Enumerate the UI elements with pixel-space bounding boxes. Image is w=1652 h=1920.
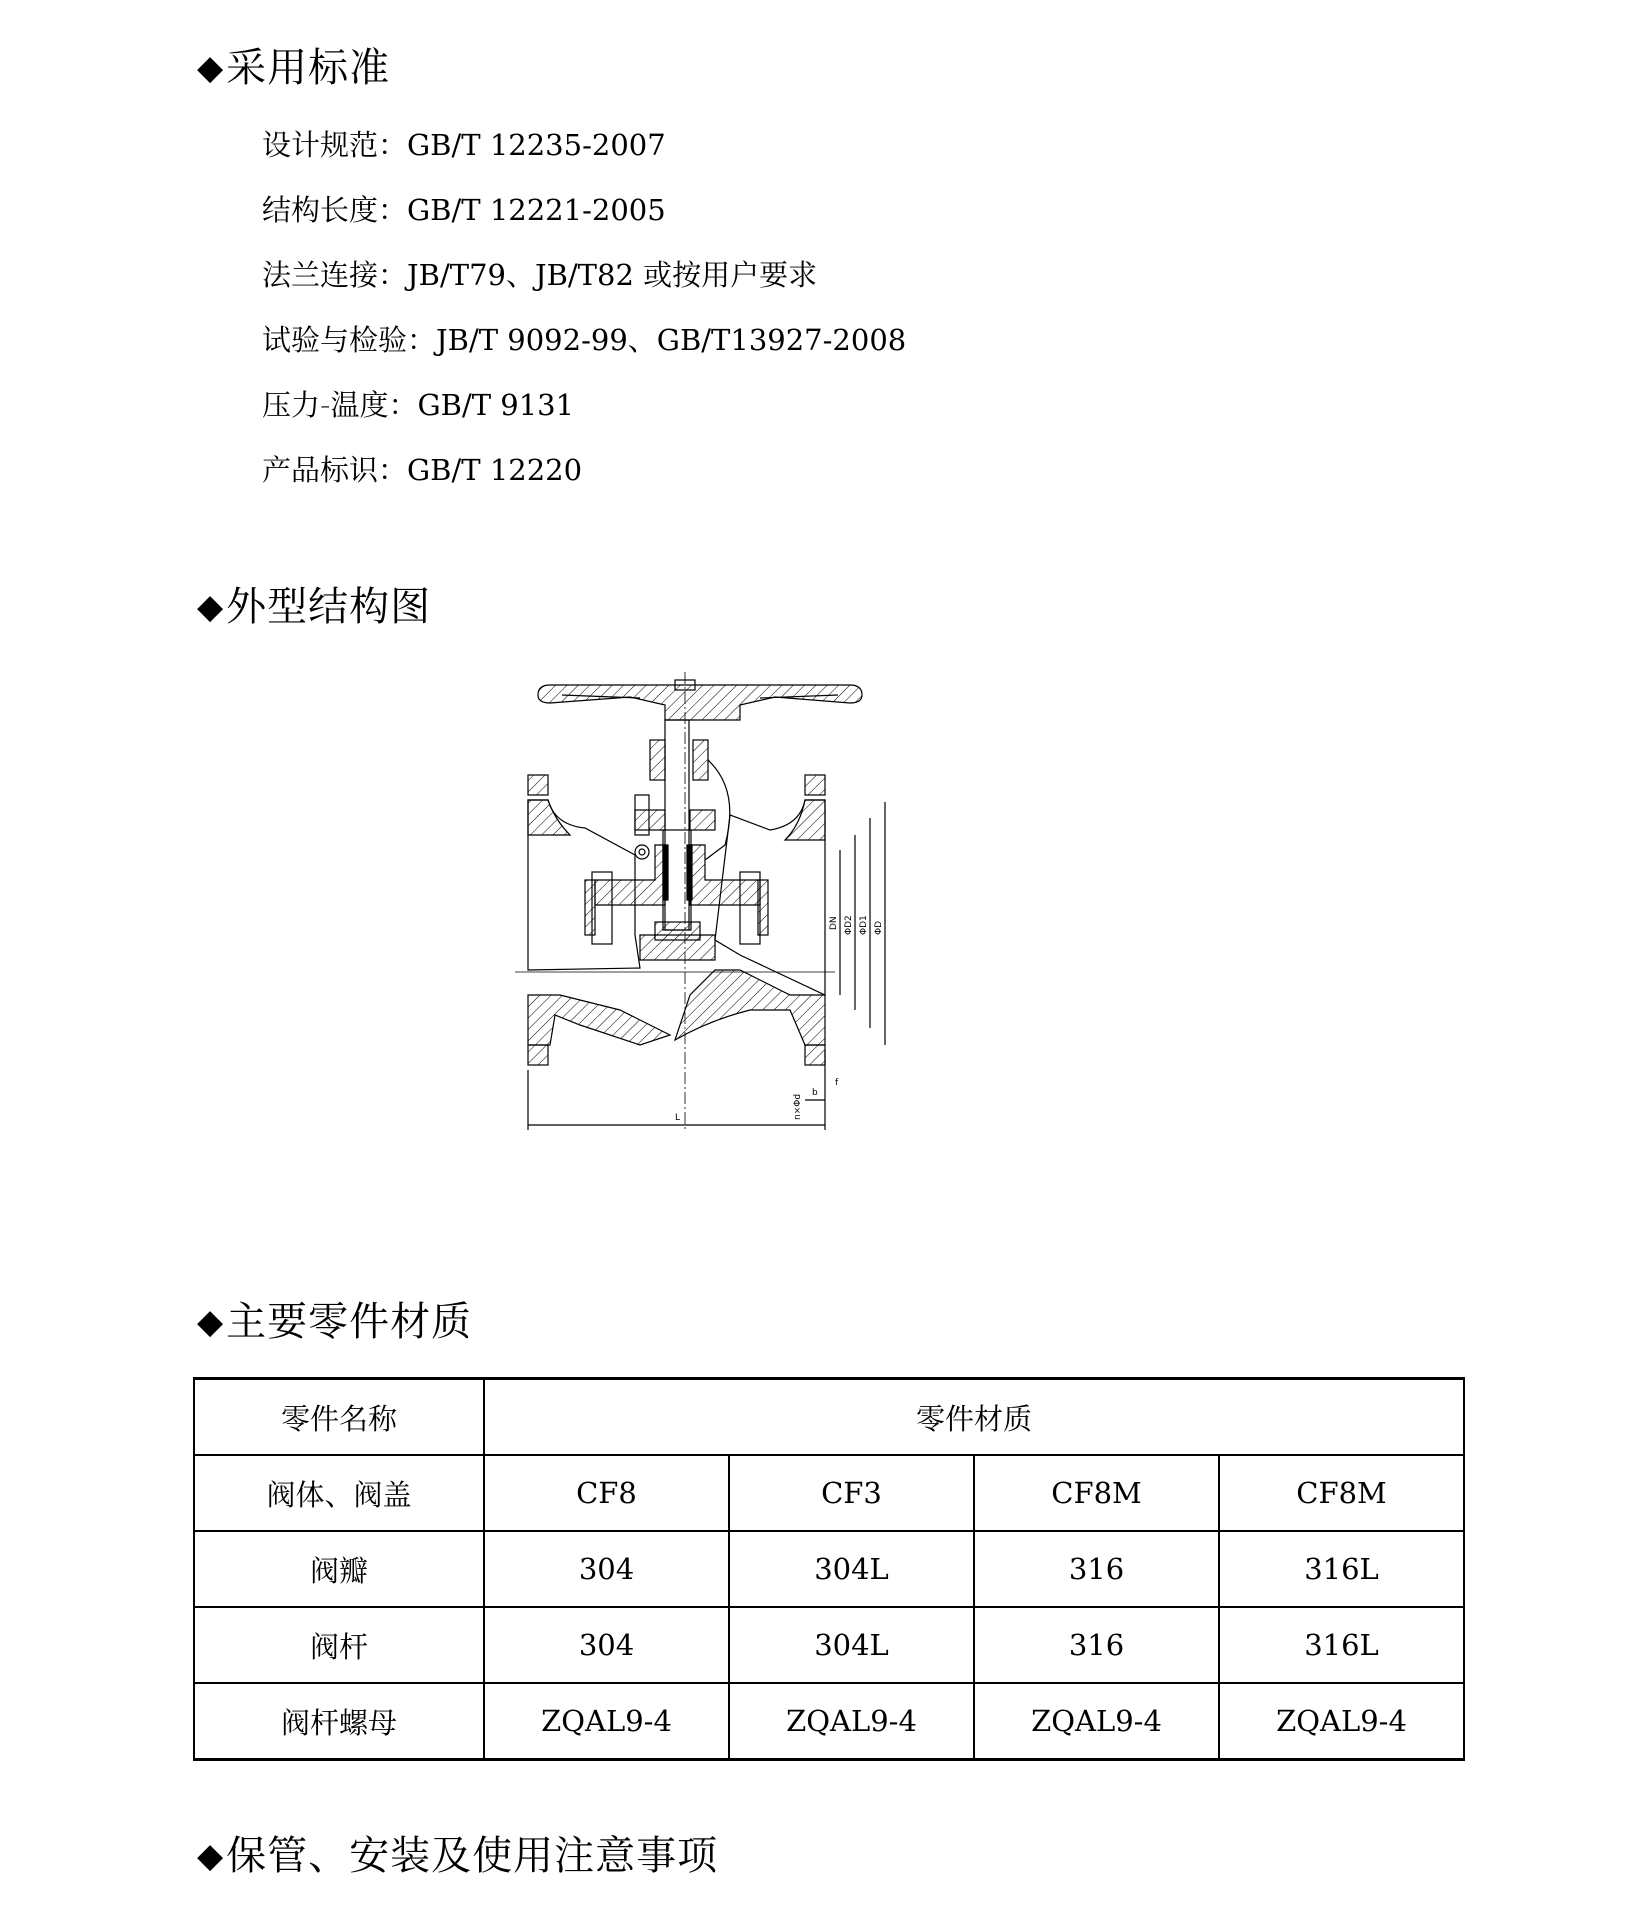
standard-value: GB/T 12221-2005 (407, 193, 666, 227)
section-title: 外型结构图 (226, 584, 432, 630)
standard-label: 设计规范： (262, 128, 408, 162)
standard-value: JB/T 9092-99、GB/T13927-2008 (436, 323, 907, 357)
diamond-bullet-icon: ◆ (197, 48, 225, 88)
standard-value: JB/T79、JB/T82 或按用户要求 (407, 258, 818, 292)
part-name-cell: 阀杆 (194, 1607, 484, 1683)
section-heading-materials (197, 1298, 472, 1346)
part-name-cell: 阀瓣 (194, 1531, 484, 1607)
table-row (194, 1607, 1464, 1683)
dim-label-dn: DN (829, 916, 839, 930)
standard-item (262, 127, 666, 163)
material-cell: 316L (1219, 1607, 1464, 1683)
diamond-bullet-icon: ◆ (197, 1836, 225, 1876)
material-cell: CF8 (484, 1455, 729, 1531)
material-cell: 304L (729, 1531, 974, 1607)
material-cell: 304 (484, 1607, 729, 1683)
standard-label: 法兰连接： (262, 258, 408, 292)
standard-item (262, 387, 574, 423)
part-name-cell: 阀杆螺母 (194, 1683, 484, 1760)
section-heading-standards (197, 44, 390, 92)
standard-item (262, 452, 582, 488)
table-row (194, 1683, 1464, 1760)
standard-label: 试验与检验： (262, 323, 437, 357)
table-header-row (194, 1379, 1464, 1456)
diamond-bullet-icon: ◆ (197, 587, 225, 627)
standard-item (262, 192, 666, 228)
material-cell: CF3 (729, 1455, 974, 1531)
globe-valve-cross-section-drawing (500, 650, 900, 1150)
standard-value: GB/T 12220 (407, 453, 583, 487)
header-part-name: 零件名称 (194, 1379, 484, 1456)
material-cell: 304L (729, 1607, 974, 1683)
table-row (194, 1531, 1464, 1607)
section-heading-drawing (197, 583, 431, 631)
material-cell: ZQAL9-4 (1219, 1683, 1464, 1760)
diamond-bullet-icon: ◆ (197, 1302, 225, 1342)
header-material: 零件材质 (484, 1379, 1464, 1456)
material-cell: CF8M (974, 1455, 1219, 1531)
dim-label-bolt: n×Φd (793, 1093, 803, 1120)
section-title: 保管、安装及使用注意事项 (226, 1833, 719, 1879)
section-title: 主要零件材质 (226, 1299, 473, 1345)
material-cell: CF8M (1219, 1455, 1464, 1531)
material-cell: 304 (484, 1531, 729, 1607)
standard-item (262, 322, 906, 358)
dim-label-f: f (835, 1078, 839, 1088)
dim-label-d2: ΦD2 (844, 915, 854, 935)
dim-label-d1: ΦD1 (859, 915, 869, 935)
material-cell: 316L (1219, 1531, 1464, 1607)
dim-label-d: ΦD (874, 920, 884, 935)
standard-value: GB/T 12235-2007 (407, 128, 666, 162)
standard-label: 产品标识： (262, 453, 408, 487)
material-cell: ZQAL9-4 (974, 1683, 1219, 1760)
materials-table (193, 1377, 1465, 1761)
standard-label: 压力-温度： (262, 388, 418, 422)
material-cell: ZQAL9-4 (484, 1683, 729, 1760)
material-cell: 316 (974, 1531, 1219, 1607)
part-name-cell: 阀体、阀盖 (194, 1455, 484, 1531)
material-cell: 316 (974, 1607, 1219, 1683)
material-cell: ZQAL9-4 (729, 1683, 974, 1760)
table-row (194, 1455, 1464, 1531)
standard-value: GB/T 9131 (417, 388, 575, 422)
dim-label-b: b (812, 1088, 818, 1098)
dim-label-length: L (675, 1113, 681, 1123)
standard-item (262, 257, 817, 293)
section-heading-notes (197, 1832, 718, 1880)
standard-label: 结构长度： (262, 193, 408, 227)
section-title: 采用标准 (226, 45, 391, 91)
